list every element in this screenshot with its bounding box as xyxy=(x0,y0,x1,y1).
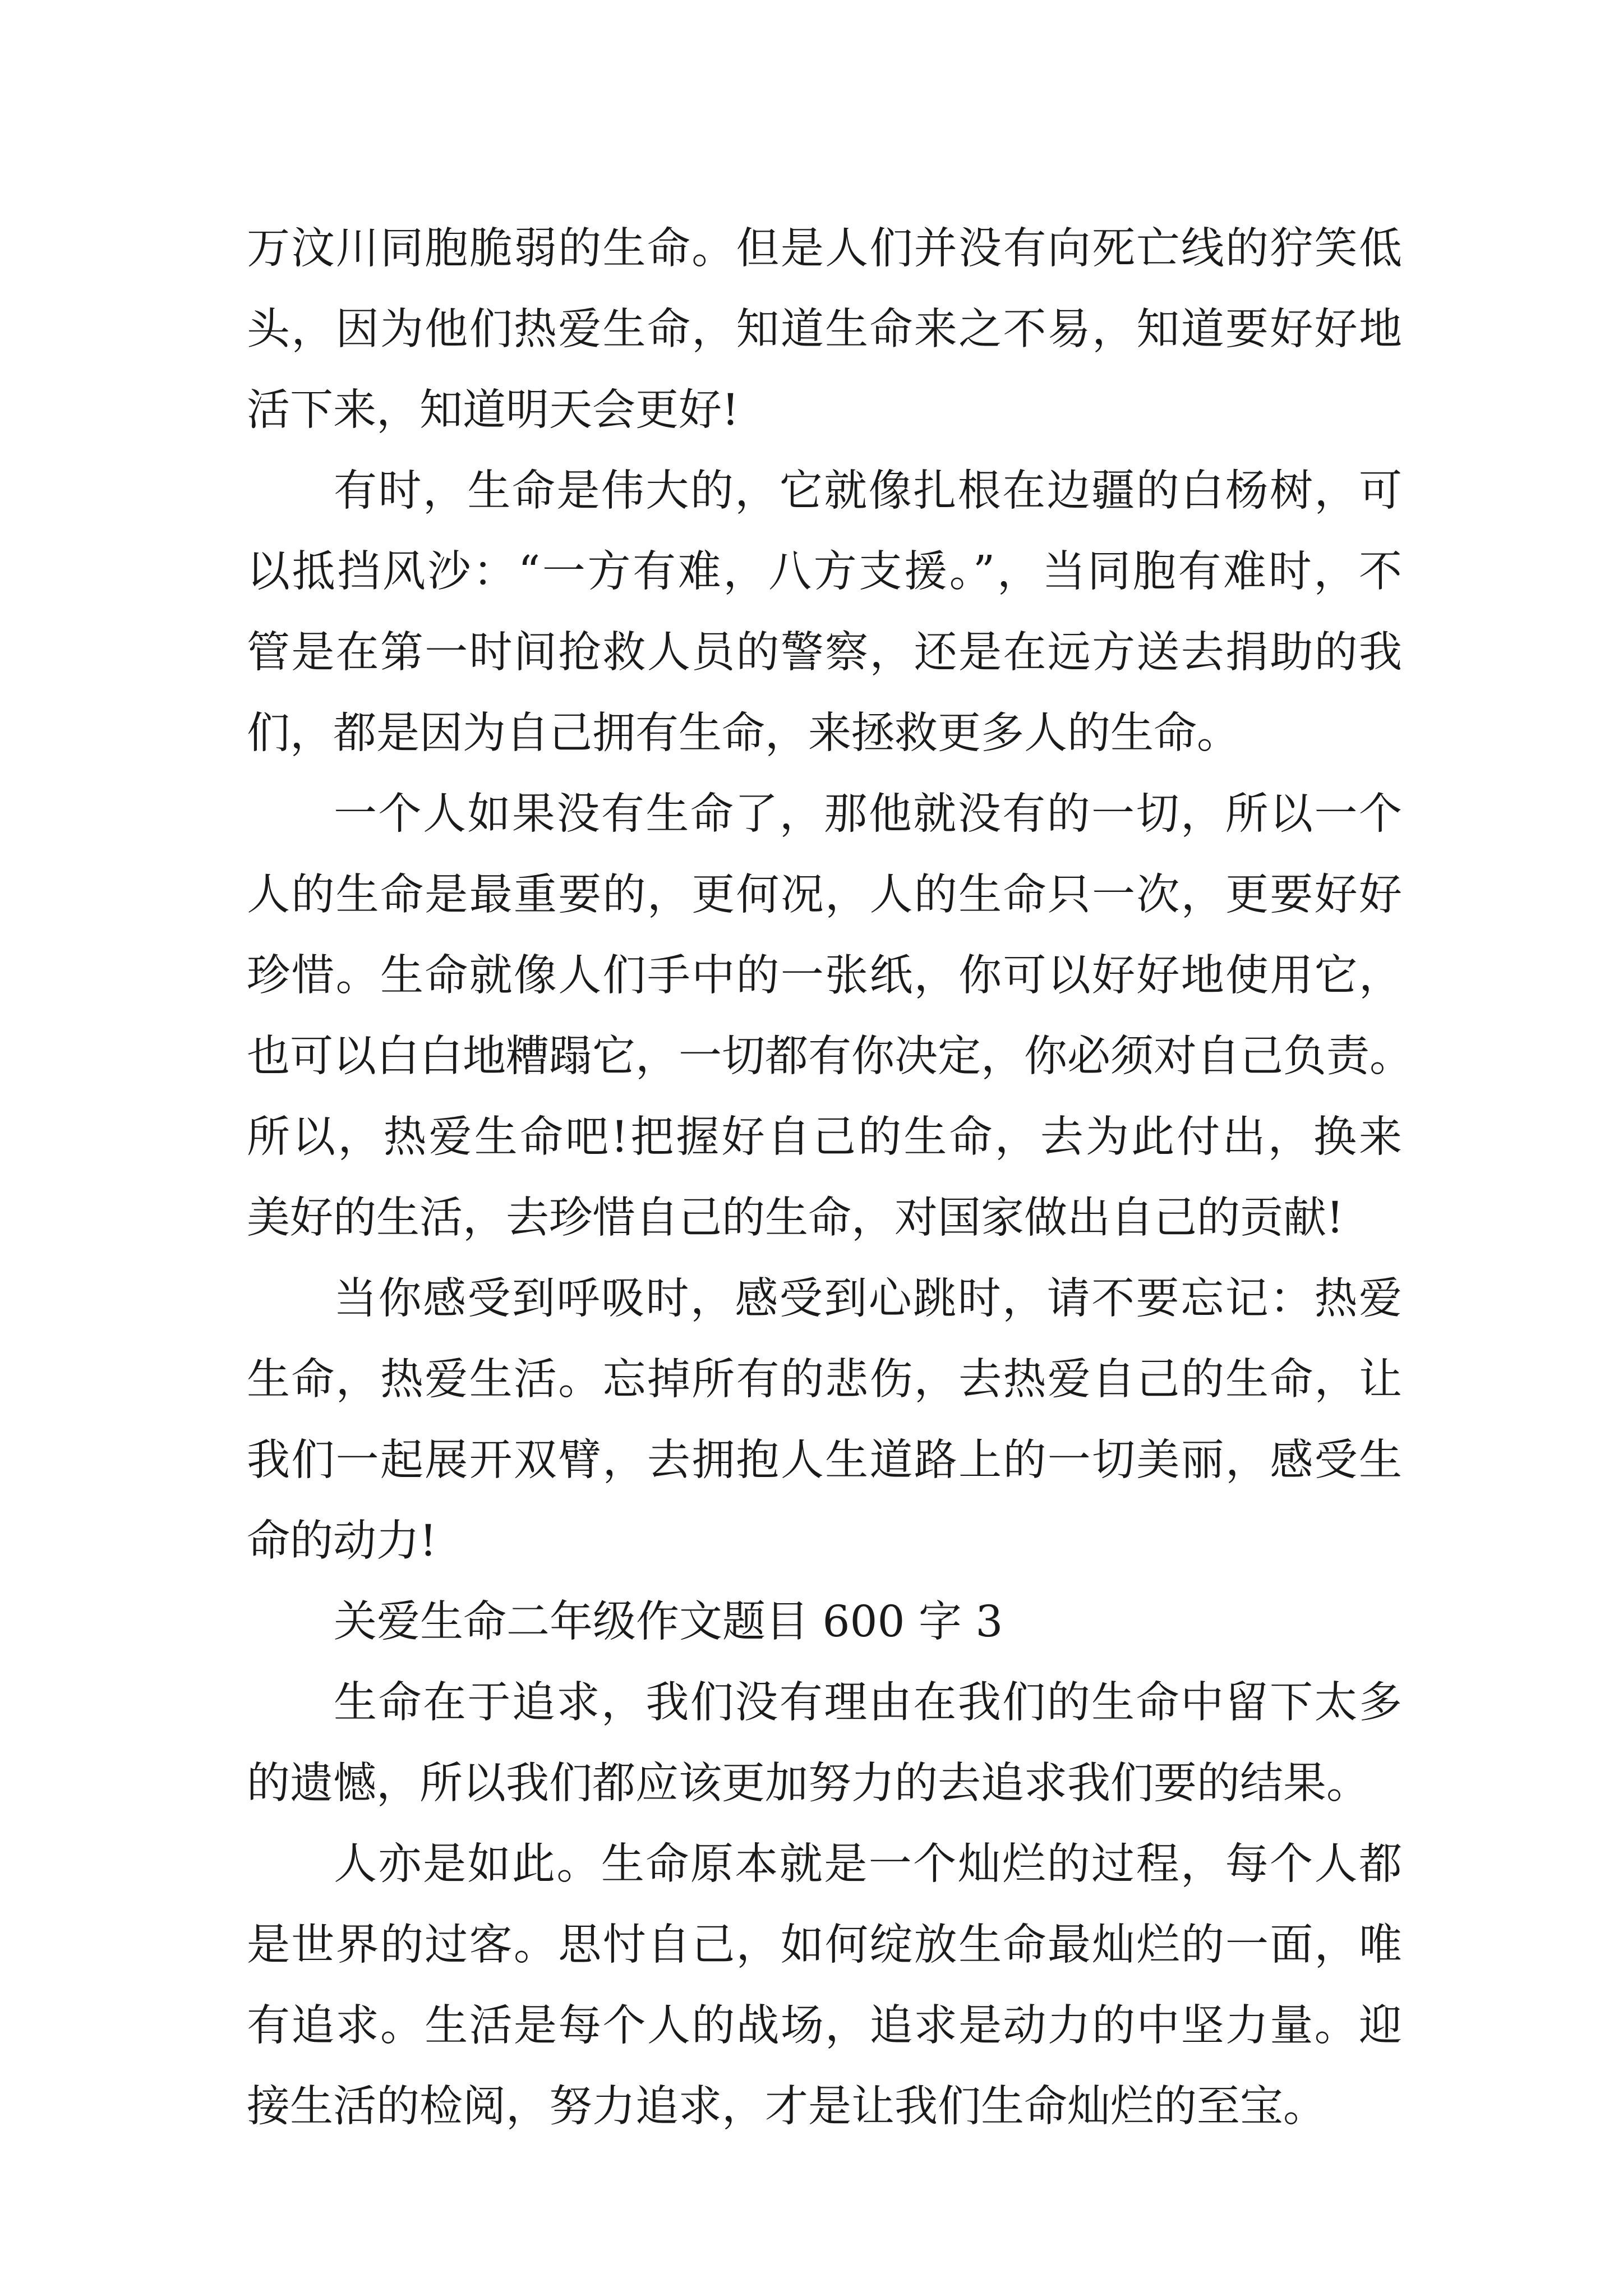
text-line: 头，因为他们热爱生命，知道生命来之不易，知道要好好地 xyxy=(247,305,1402,355)
text-line: 人的生命是最重要的，更何况，人的生命只一次，更要好好 xyxy=(247,870,1402,920)
paragraph-first-line: 当你感受到呼吸时，感受到心跳时，请不要忘记：热爱 xyxy=(334,1274,1402,1324)
text-line: 也可以白白地糟蹋它，一切都有你决定，你必须对自己负责。 xyxy=(247,1032,1413,1082)
text-line: 命的动力! xyxy=(247,1516,437,1566)
paragraph-first-line: 生命在于追求，我们没有理由在我们的生命中留下太多 xyxy=(334,1678,1402,1728)
text-line: 活下来，知道明天会更好! xyxy=(247,385,739,435)
text-line: 美好的生活，去珍惜自己的生命，对国家做出自己的贡献! xyxy=(247,1193,1344,1243)
text-line: 是世界的过客。思忖自己，如何绽放生命最灿烂的一面，唯 xyxy=(247,1920,1402,1970)
paragraph-first-line: 有时，生命是伟大的，它就像扎根在边疆的白杨树，可 xyxy=(334,466,1402,516)
document-body xyxy=(247,209,1413,2147)
paragraph-first-line: 人亦是如此。生命原本就是一个灿烂的过程，每个人都 xyxy=(334,1839,1402,1889)
text-line: 接生活的检阅，努力追求，才是让我们生命灿烂的至宝。 xyxy=(247,2082,1326,2132)
text-line: 们，都是因为自己拥有生命，来拯救更多人的生命。 xyxy=(247,708,1240,758)
text-line: 所以，热爱生命吧!把握好自己的生命，去为此付出，换来 xyxy=(247,1112,1402,1162)
text-line: 我们一起展开双臂，去拥抱人生道路上的一切美丽，感受生 xyxy=(247,1435,1402,1485)
text-line: 有追求。生活是每个人的战场，追求是动力的中坚力量。迎 xyxy=(247,2001,1402,2051)
text-line: 管是在第一时间抢救人员的警察，还是在远方送去捐助的我 xyxy=(247,628,1402,678)
text-line: 以抵挡风沙：“一方有难，八方支援。”，当同胞有难时，不 xyxy=(247,547,1402,597)
section-heading: 关爱生命二年级作文题目 600 字 3 xyxy=(334,1597,1003,1647)
paragraph-first-line: 一个人如果没有生命了，那他就没有的一切，所以一个 xyxy=(334,789,1402,839)
text-line: 的遗憾，所以我们都应该更加努力的去追求我们要的结果。 xyxy=(247,1759,1370,1809)
text-line: 生命，热爱生活。忘掉所有的悲伤，去热爱自己的生命，让 xyxy=(247,1355,1402,1405)
text-line: 万汶川同胞脆弱的生命。但是人们并没有向死亡线的狞笑低 xyxy=(247,224,1402,274)
text-line: 珍惜。生命就像人们手中的一张纸，你可以好好地使用它， xyxy=(247,951,1402,1001)
